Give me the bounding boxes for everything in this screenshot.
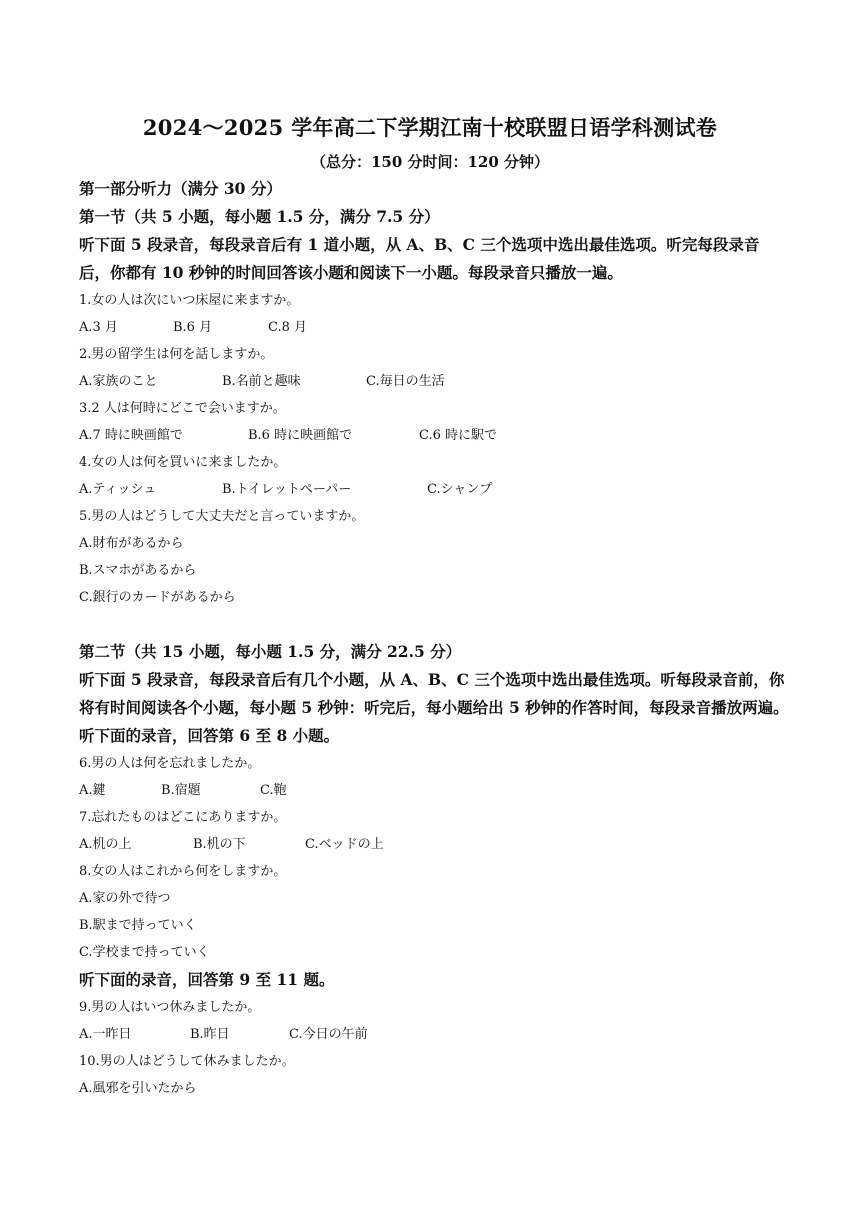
option-a: A.一昨日 — [79, 1027, 132, 1042]
option-c: C.ベッドの上 — [305, 837, 384, 852]
option-c: C.今日の午前 — [289, 1027, 368, 1042]
question-7: 7.忘れたものはどこにありますか。 — [79, 810, 287, 825]
question-6: 6.男の人は何を忘れましたか。 — [79, 756, 261, 771]
question-5-option-a: A.財布があるから — [79, 536, 184, 551]
question-10: 10.男の人はどうして休みましたか。 — [79, 1054, 295, 1069]
option-b: B.昨日 — [190, 1027, 230, 1042]
exam-content — [79, 175, 789, 1102]
question-7-options — [79, 831, 789, 858]
exam-subtitle: （总分：150 分时间：120 分钟） — [310, 153, 550, 171]
option-b: B.6 時に映画館で — [248, 428, 353, 443]
option-a: A.家族のこと — [79, 374, 158, 389]
exam-title: 2024～2025 学年高二下学期江南十校联盟日语学科测试卷 — [142, 115, 718, 140]
option-b: B.トイレットペーパー — [222, 482, 352, 497]
question-4: 4.女の人は何を買いに来ましたか。 — [79, 455, 287, 470]
option-b: B.宿題 — [161, 783, 201, 798]
option-b: B.名前と趣味 — [222, 374, 301, 389]
option-c: C.鞄 — [260, 783, 287, 798]
question-3: 3.2 人は何時にどこで会いますか。 — [79, 401, 286, 416]
question-10-option-a: A.風邪を引いたから — [79, 1081, 197, 1096]
option-c: C.毎日の生活 — [366, 374, 445, 389]
question-2: 2.男の留学生は何を話しますか。 — [79, 347, 274, 362]
question-3-options — [79, 422, 789, 449]
question-8-option-c: C.学校まで持っていく — [79, 945, 210, 960]
part1-heading: 第一部分听力（满分 30 分） — [79, 179, 282, 198]
question-9-options — [79, 1021, 789, 1048]
option-a: A.3 月 — [79, 320, 118, 335]
option-a: A.机の上 — [79, 837, 132, 852]
section2-heading: 第二节（共 15 小题，每小题 1.5 分，满分 22.5 分） — [79, 642, 462, 661]
question-5-option-c: C.銀行のカードがあるから — [79, 590, 236, 605]
question-1-options — [79, 314, 789, 341]
question-1: 1.女の人は次にいつ床屋に来ますか。 — [79, 293, 300, 308]
section1-heading: 第一节（共 5 小题，每小题 1.5 分，满分 7.5 分） — [79, 207, 440, 226]
question-2-options — [79, 368, 789, 395]
section2-instruction: 听下面 5 段录音，每段录音后有几个小题，从 A、B、C 三个选项中选出最佳选项。听每段录音前，你将有时间阅读各个小题，每小题 5 秒钟：听完后，每小题给出 5 秒钟的作答时间，每段录音播放两遍。 — [79, 670, 789, 717]
question-6-options — [79, 777, 789, 804]
question-8: 8.女の人はこれから何をしますか。 — [79, 864, 287, 879]
question-8-option-b: B.駅まで持っていく — [79, 918, 197, 933]
question-4-options — [79, 476, 789, 503]
option-b: B.机の下 — [193, 837, 246, 852]
option-c: C.8 月 — [268, 320, 308, 335]
question-9: 9.男の人はいつ休みましたか。 — [79, 1000, 261, 1015]
group-9-11-heading: 听下面的录音，回答第 9 至 11 题。 — [79, 970, 335, 989]
option-b: B.6 月 — [173, 320, 213, 335]
option-a: A.7 時に映画館で — [79, 428, 183, 443]
section1-instruction: 听下面 5 段录音，每段录音后有 1 道小题，从 A、B、C 三个选项中选出最佳选项。听完每段录音后，你都有 10 秒钟的时间回答该小题和阅读下一小题。每段录音只播放一遍。 — [79, 235, 760, 282]
option-c: C.シャンプ — [427, 482, 493, 497]
option-a: A.鍵 — [79, 783, 106, 798]
question-5: 5.男の人はどうして大丈夫だと言っていますか。 — [79, 509, 365, 524]
option-c: C.6 時に駅で — [419, 428, 498, 443]
group-6-8-heading: 听下面的录音，回答第 6 至 8 小题。 — [79, 726, 340, 745]
question-5-option-b: B.スマホがあるから — [79, 563, 197, 578]
option-a: A.ティッシュ — [79, 482, 157, 497]
question-8-option-a: A.家の外で待つ — [79, 891, 171, 906]
